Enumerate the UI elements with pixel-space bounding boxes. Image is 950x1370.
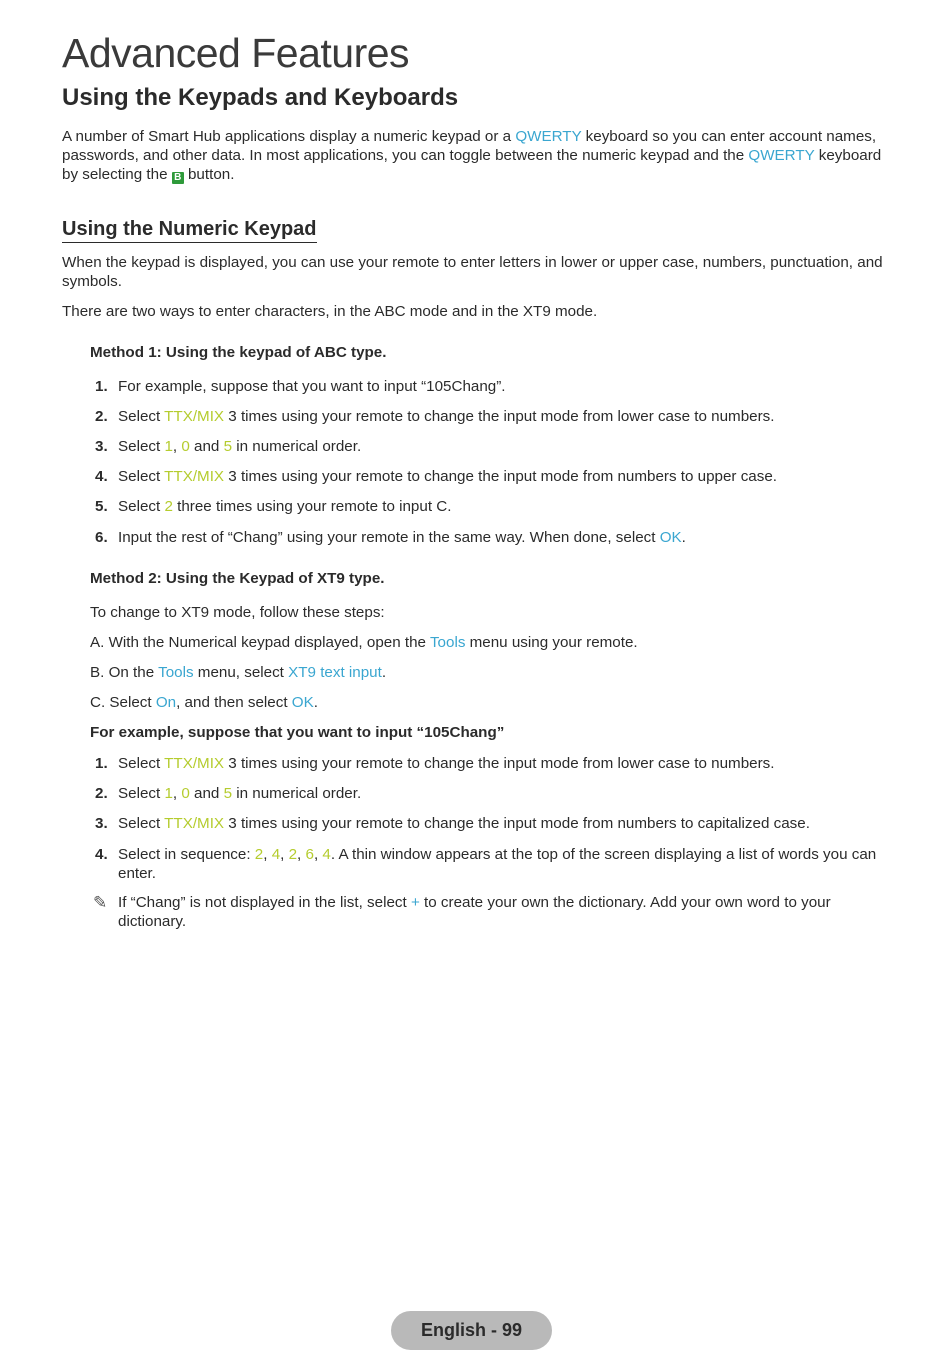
method1-title: Method 1: Using the keypad of ABC type.: [90, 344, 387, 361]
remote-key: TTX/MIX: [164, 468, 225, 485]
xt9-text-input-option: XT9 text input: [288, 664, 382, 681]
intro-text: keyboard so you can enter account names, passwords, and other data. In most applications, you can toggle between the numeric keypad and the: [62, 128, 877, 164]
step-text-part: B. On the: [90, 664, 159, 681]
step-text-part: in numerical order.: [232, 785, 362, 802]
intro-text: button.: [183, 166, 235, 183]
xt9-change-text: To change to XT9 mode, follow these steps:: [90, 604, 385, 621]
plus-key: +: [410, 894, 420, 911]
step-text: [118, 528, 878, 547]
step-text-part: in numerical order.: [232, 438, 362, 455]
remote-key: 6: [305, 846, 314, 863]
step-text-part: Select: [118, 438, 165, 455]
separator: ,: [263, 846, 272, 863]
step-text-part: menu using your remote.: [465, 634, 638, 651]
b-button-icon: B: [172, 172, 184, 184]
step-text-part: Select: [118, 785, 165, 802]
step-text-part: .: [681, 529, 686, 546]
xt9-step-b: [90, 663, 880, 682]
two-ways-text: There are two ways to enter characters, in the ABC mode and in the XT9 mode.: [62, 303, 598, 320]
chapter-title: Advanced Features: [62, 30, 410, 76]
step-number: 3.: [95, 815, 108, 832]
step-text-part: menu, select: [193, 664, 289, 681]
step-number: 3.: [95, 438, 108, 455]
example-heading: For example, suppose that you want to input “105Chang”: [90, 724, 505, 741]
step-text: [118, 467, 878, 486]
step-text-part: and: [189, 785, 224, 802]
step-text-part: 3 times using your remote to change the input mode from numbers to upper case.: [224, 468, 778, 485]
remote-key: TTX/MIX: [164, 755, 225, 772]
step-text-part: and: [189, 438, 224, 455]
step-text-part: Select: [118, 408, 165, 425]
step-number: 2.: [95, 408, 108, 425]
step-number: 2.: [95, 785, 108, 802]
step-number: 4.: [95, 846, 108, 863]
step-text-part: Input the rest of “Chang” using your remote in the same way. When done, select: [118, 529, 660, 546]
note-text: [118, 893, 878, 931]
step-text-part: 3 times using your remote to change the input mode from numbers to capitalized case.: [224, 815, 810, 832]
remote-key: 4: [271, 846, 281, 863]
remote-key: TTX/MIX: [164, 815, 225, 832]
step-number: 6.: [95, 529, 108, 546]
step-text: [118, 845, 878, 883]
xt9-step-a: [90, 633, 880, 652]
intro-text: A number of Smart Hub applications display a numeric keypad or a: [62, 128, 516, 145]
step-text: [118, 497, 878, 516]
step-text-part: If “Chang” is not displayed in the list, select: [118, 894, 411, 911]
separator: ,: [297, 846, 306, 863]
separator: ,: [280, 846, 289, 863]
tools-key: Tools: [158, 664, 194, 681]
remote-key: 4: [322, 846, 331, 863]
page-footer: English - 99: [391, 1311, 552, 1350]
step-text-part: Select: [118, 815, 165, 832]
step-text-part: .: [313, 694, 318, 711]
qwerty-link: QWERTY: [748, 147, 815, 164]
step-text: [118, 407, 878, 426]
step-number: 1.: [95, 378, 108, 395]
qwerty-link: QWERTY: [515, 128, 582, 145]
step-text: [118, 754, 878, 773]
step-text-part: . A thin window appears at the top of the screen displaying a list of words you can enter.: [118, 846, 877, 882]
method2-title: Method 2: Using the Keypad of XT9 type.: [90, 570, 385, 587]
remote-key: 5: [223, 785, 233, 802]
ok-key: OK: [291, 694, 314, 711]
remote-key: 0: [181, 438, 190, 455]
ok-key: OK: [659, 529, 682, 546]
step-text-part: , and then select: [176, 694, 292, 711]
step-text-part: .: [381, 664, 387, 681]
step-text-part: C. Select: [90, 694, 156, 711]
step-text: [118, 814, 878, 833]
on-option: On: [155, 694, 177, 711]
tools-key: Tools: [429, 634, 466, 651]
intro-paragraph: [62, 127, 892, 184]
remote-key: 1: [164, 785, 173, 802]
section-title: Using the Keypads and Keyboards: [62, 84, 459, 111]
step-text: [118, 784, 878, 803]
step-number: 1.: [95, 755, 108, 772]
step-text-part: Select: [118, 498, 165, 515]
step-text-part: ,: [172, 438, 182, 455]
step-text-part: to create your own the dictionary. Add your own word to your dictionary.: [118, 894, 831, 930]
step-text-part: Select: [118, 468, 165, 485]
separator: ,: [313, 846, 323, 863]
step-text-part: Select in sequence:: [118, 846, 255, 863]
intro-text: keyboard by selecting the: [62, 147, 882, 183]
step-text-part: 3 times using your remote to change the input mode from lower case to numbers.: [224, 755, 775, 772]
remote-key: 2: [254, 846, 264, 863]
step-text-part: Select: [118, 755, 165, 772]
step-text: [118, 437, 878, 456]
remote-key: 1: [164, 438, 173, 455]
step-text-part: ,: [172, 785, 182, 802]
remote-key: 2: [288, 846, 298, 863]
step-text-part: A. With the Numerical keypad displayed, open the: [90, 634, 430, 651]
keypad-intro: When the keypad is displayed, you can use your remote to enter letters in lower or upper case, numbers, punctuation, and symbols.: [62, 254, 883, 290]
step-text: For example, suppose that you want to input “105Chang”.: [118, 378, 506, 395]
step-number: 4.: [95, 468, 108, 485]
remote-key: 2: [164, 498, 173, 515]
note-pencil-icon: ✎: [93, 893, 108, 912]
xt9-step-c: [90, 693, 880, 712]
remote-key: 0: [181, 785, 190, 802]
step-text-part: 3 times using your remote to change the input mode from lower case to numbers.: [224, 408, 775, 425]
step-number: 5.: [95, 498, 108, 515]
remote-key: 5: [223, 438, 233, 455]
step-text-part: three times using your remote to input C.: [172, 498, 452, 515]
remote-key: TTX/MIX: [164, 408, 225, 425]
subsection-title: Using the Numeric Keypad: [62, 218, 317, 243]
